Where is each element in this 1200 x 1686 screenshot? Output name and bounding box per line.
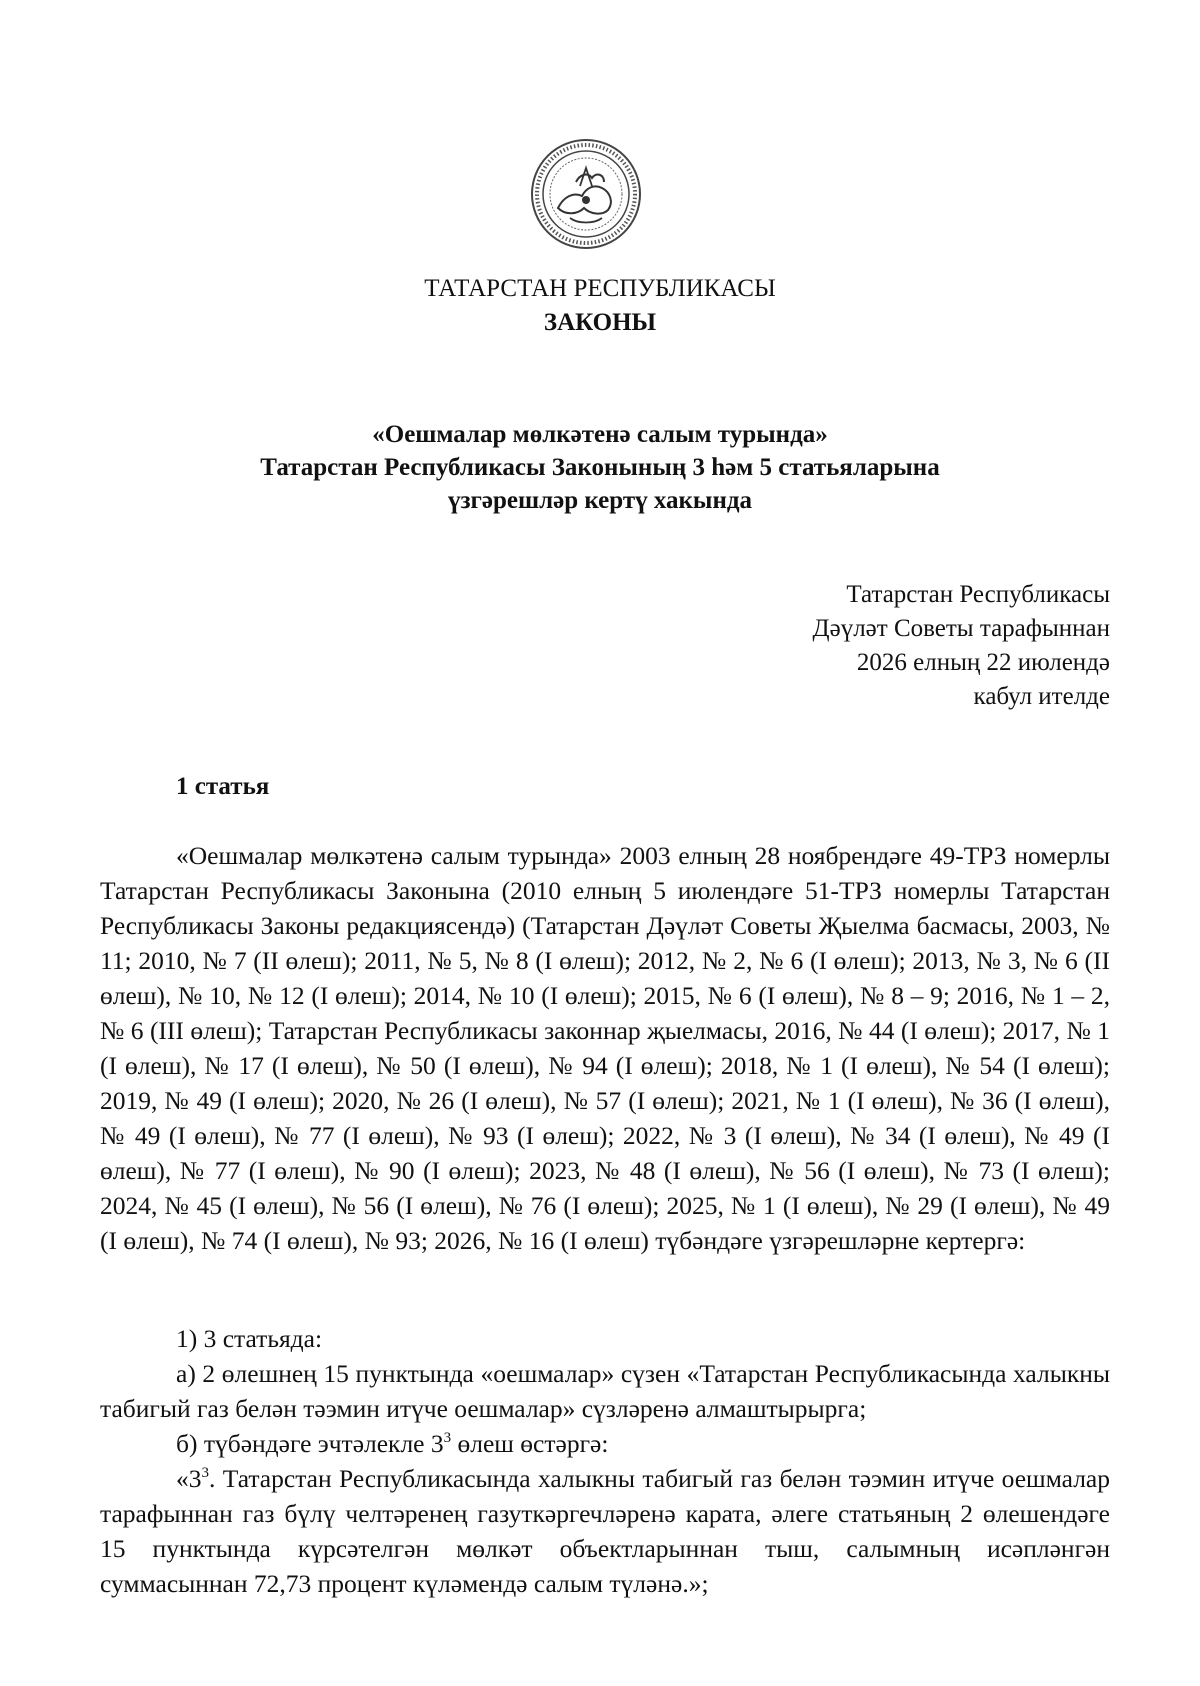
document-header <box>0 272 1200 340</box>
republic-name: ТАТАРСТАН РЕСПУБЛИКАСЫ <box>424 275 776 302</box>
item-1c-text-end: . Татарстан Республикасында халыкны табигый газ белән тәэмин итүче оешмалар тарафыннан газ бүлү челтәренең газуткәргечләренә карата, әлеге статьяның 2 өлешендәге 15 пунктында күрсәтелгән мөлкәт объектларыннан тыш, салымның исәпләнгән суммасыннан 72,73 процент күләмендә салым түләнә.»; <box>100 1464 1110 1598</box>
adoption-line4: кабул ителде <box>973 683 1110 710</box>
item-1c <box>100 1461 1110 1601</box>
item-1c-superscript: 3 <box>201 1465 209 1481</box>
law-title <box>0 418 1200 517</box>
adoption-line3: 2026 елның 22 июлендә <box>856 649 1110 676</box>
item-1b-text-end: өлеш өстәргә: <box>451 1429 609 1458</box>
law-title-line3: үзгәрешләр кертү хакында <box>447 487 752 514</box>
law-title-line1: «Оешмалар мөлкәтенә салым турында» <box>372 421 828 448</box>
item-1b-text: б) түбәндәге эчтәлекле 3 <box>176 1429 444 1458</box>
item-1b-superscript: 3 <box>443 1430 452 1446</box>
item-1: 1) 3 статьяда: <box>176 1324 323 1353</box>
item-1b <box>100 1426 1110 1461</box>
law-title-line2: Татарстан Республикасы Законының 3 һәм 5 статьяларына <box>260 454 940 481</box>
item-1a: а) 2 өлешнең 15 пунктында «оешмалар» сүзен «Татарстан Республикасында халыкны табигый газ белән тәэмин итүче оешмалар» сүзләренә алмаштырырга; <box>100 1359 1110 1423</box>
item-1c-text: «3 <box>176 1464 202 1493</box>
amendment-items <box>100 1321 1110 1601</box>
coat-of-arms-emblem <box>530 138 642 250</box>
article-intro-paragraph: «Оешмалар мөлкәтенә салым турында» 2003 елның 28 ноябрендәге 49-ТРЗ номерлы Татарстан Республикасы Законына (2010 елның 5 июлендәге 51-ТРЗ номерлы Татарстан Республикасы Законы редакциясендә) (Татарстан Дәүләт Советы Җыелма басмасы, 2003, № 11; 2010, № 7 (II өлеш); 2011, № 5, № 8 (I өлеш); 2012, № 2, № 6 (I өлеш); 2013, № 3, № 6 (II өлеш), № 10, № 12 (I өлеш); 2014, № 10 (I өлеш); 2015, № 6 (I өлеш), № 8 – 9; 2016, № 1 – 2, № 6 (III өлеш); Татарстан Республикасы законнар җыелмасы, 2016, № 44 (I өлеш); 2017, № 1 (I өлеш), № 17 (I өлеш), № 50 (I өлеш), № 94 (I өлеш); 2018, № 1 (I өлеш), № 54 (I өлеш); 2019, № 49 (I өлеш); 2020, № 26 (I өлеш), № 57 (I өлеш); 2021, № 1 (I өлеш), № 36 (I өлеш), № 49 (I өлеш), № 77 (I өлеш), № 93 (I өлеш); 2022, № 3 (I өлеш), № 34 (I өлеш), № 49 (I өлеш), № 77 (I өлеш), № 90 (I өлеш); 2023, № 48 (I өлеш), № 56 (I өлеш), № 73 (I өлеш); 2024, № 45 (I өлеш), № 56 (I өлеш), № 76 (I өлеш); 2025, № 1 (I өлеш), № 29 (I өлеш), № 49 (I өлеш), № 74 (I өлеш), № 93; 2026, № 16 (I өлеш) түбәндәге үзгәрешләрне кертергә: <box>100 841 1110 1255</box>
adoption-note <box>813 578 1110 714</box>
adoption-line2: Дәүләт Советы тарафыннан <box>812 615 1110 642</box>
law-label: ЗАКОНЫ <box>543 309 657 336</box>
article-heading: 1 статья <box>176 773 270 800</box>
adoption-line1: Татарстан Республикасы <box>846 581 1110 608</box>
